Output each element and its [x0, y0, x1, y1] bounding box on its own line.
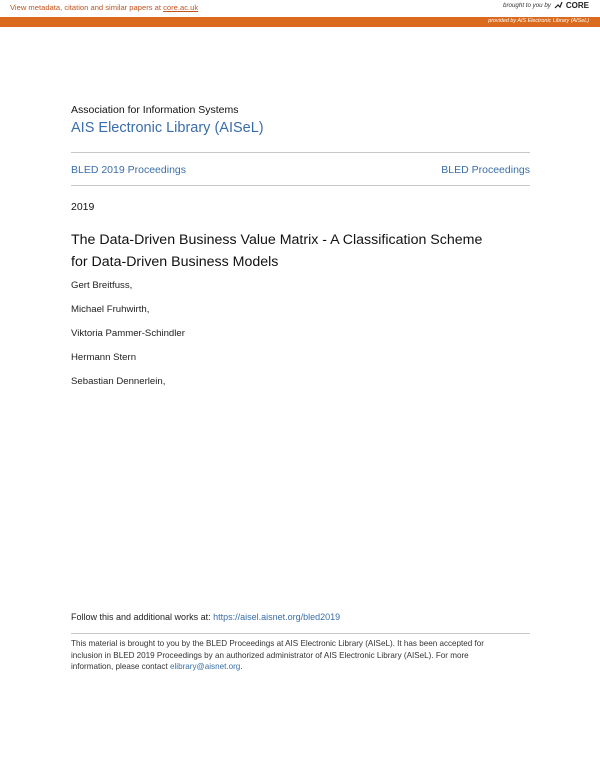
author-5: Sebastian Dennerlein, [71, 376, 166, 387]
author-3: Viktoria Pammer-Schindler [71, 328, 185, 339]
core-link[interactable]: core.ac.uk [163, 3, 199, 12]
author-2: Michael Fruhwirth, [71, 304, 150, 315]
core-logo-icon [554, 1, 563, 10]
contact-email-link[interactable]: elibrary@aisnet.org [169, 662, 241, 671]
core-metadata-text: View metadata, citation and similar papers at [10, 3, 164, 12]
notice-contact-text: information, please contact [71, 662, 170, 671]
core-metadata-notice [10, 3, 198, 12]
notice-line-3 [71, 661, 531, 673]
paper-title-line-1: The Data-Driven Business Value Matrix - A Classification Scheme [71, 232, 483, 248]
proceedings-link-left[interactable]: BLED 2019 Proceedings [71, 164, 186, 176]
core-branding [503, 1, 589, 10]
provider-bar [0, 17, 600, 27]
notice-line-2: inclusion in BLED 2019 Proceedings by an authorized administrator of AIS Electronic Library (AISeL). For more [71, 650, 469, 660]
brought-by-text: brought to you by [503, 2, 551, 9]
paper-title-line-2: for Data-Driven Business Models [71, 254, 279, 270]
divider-top [71, 152, 530, 153]
author-1: Gert Breitfuss, [71, 280, 133, 291]
divider-bottom [71, 185, 530, 186]
proceedings-link-right[interactable]: BLED Proceedings [441, 164, 530, 176]
divider-footer [71, 633, 530, 634]
notice-line-1: This material is brought to you by the BLED Proceedings at AIS Electronic Library (AISeL). It has been accepted for [71, 639, 484, 648]
core-topbar [0, 0, 600, 17]
core-logo-text[interactable]: CORE [565, 1, 589, 10]
publication-year: 2019 [71, 201, 95, 213]
provided-by-text: provided by AIS Electronic Library (AISeL) [488, 18, 589, 24]
institution-name: Association for Information Systems [71, 104, 239, 116]
follow-works [71, 612, 340, 622]
follow-text: Follow this and additional works at: [71, 612, 214, 622]
library-link[interactable]: AIS Electronic Library (AISeL) [71, 120, 264, 136]
author-4: Hermann Stern [71, 352, 137, 363]
notice-period: . [240, 662, 243, 671]
paper-title[interactable] [71, 229, 541, 273]
follow-url-link[interactable]: https://aisel.aisnet.org/bled2019 [213, 612, 341, 622]
copyright-notice [71, 638, 531, 673]
